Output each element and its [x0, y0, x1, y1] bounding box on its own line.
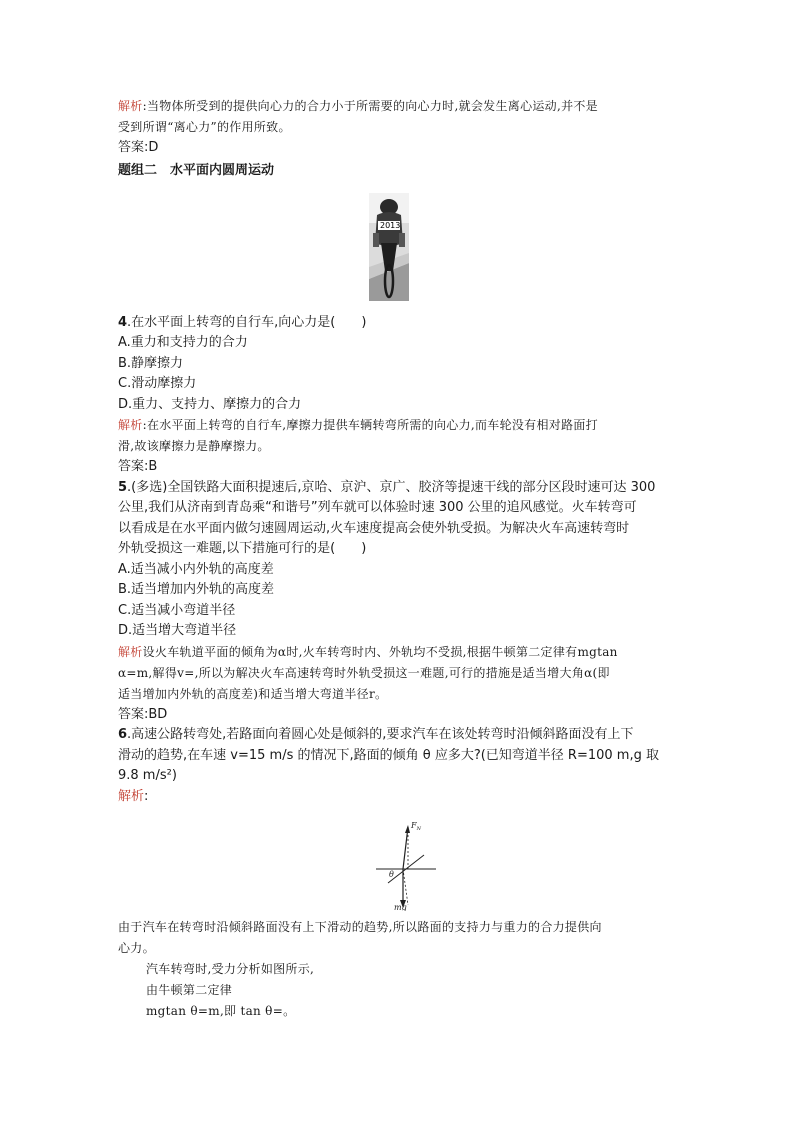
q5-stem-line-2: 公里,我们从济南到青岛乘“和谐号”列车就可以体验时速 300 公里的追风感觉。火车转弯可 — [118, 500, 637, 515]
force-diagram — [374, 819, 438, 911]
intro-explanation-line-1: 解析:当物体所受到的提供向心力的合力小于所需要的向心力时,就会发生离心运动,并不是 — [118, 99, 598, 113]
q6-number: 6 — [118, 727, 128, 742]
q4-stem: 4.在水平面上转弯的自行车,向心力是( ) — [118, 314, 367, 330]
fn-label: $F_N$ — [411, 821, 421, 832]
mg-label: mg — [394, 903, 407, 911]
q5-option-d: D.适当增大弯道半径 — [118, 623, 237, 638]
q6-explanation-label-line: 解析: — [118, 788, 149, 804]
q5-stem-line-4: 外轨受损这一难题,以下措施可行的是( ) — [118, 541, 367, 556]
q5-explanation-line-2: α=m,解得v=,所以为解决火车高速转弯时外轨受损这一难题,可行的措施是适当增大角α(即 — [118, 665, 610, 680]
q5-option-b: B.适当增加内外轨的高度差 — [118, 582, 275, 597]
q4-option-a: A.重力和支持力的合力 — [118, 335, 248, 350]
q5-explanation-line-3: 适当增加内外轨的高度差)和适当增大弯道半径r。 — [118, 686, 388, 701]
resultant-dashed — [403, 869, 408, 905]
q6-body-line-5: mgtan θ=m,即 tan θ=。 — [146, 1004, 296, 1018]
q6-body-line-2: 心力。 — [118, 941, 155, 955]
intro-explanation-line-2: 受到所谓“离心力”的作用所致。 — [118, 120, 291, 134]
q4-number: 4 — [118, 314, 128, 330]
normal-force-arrow — [403, 827, 408, 869]
explanation-label: 解析 — [118, 418, 143, 432]
q4-answer: 答案:B — [118, 459, 158, 474]
explanation-label: 解析 — [118, 99, 143, 113]
normal-force-arrowhead — [405, 825, 410, 833]
group-heading: 题组二 水平面内圆周运动 — [118, 162, 275, 178]
q6-body-line-4: 由牛顿第二定律 — [146, 983, 233, 997]
svg-text:2013: 2013 — [380, 220, 401, 230]
q4-option-b: B.静摩擦力 — [118, 355, 184, 371]
explanation-label: 解析 — [118, 644, 143, 659]
intro-answer: 答案:D — [118, 140, 159, 155]
q6-stem-line-2: 滑动的趋势,在车速 v=15 m/s 的情况下,路面的倾角 θ 应多大?(已知弯道半径 R=100 m,g 取 — [118, 747, 659, 763]
q4-option-c: C.滑动摩擦力 — [118, 376, 197, 391]
explanation-label: 解析 — [118, 788, 145, 804]
q6-body-line-3: 汽车转弯时,受力分析如图所示, — [146, 962, 315, 976]
q6-stem-line-1: 6.高速公路转弯处,若路面向着圆心处是倾斜的,要求汽车在该处转弯时沿倾斜路面没有上下 — [118, 727, 634, 742]
q4-option-d: D.重力、支持力、摩擦力的合力 — [118, 396, 302, 412]
q6-stem-line-3: 9.8 m/s²) — [118, 768, 177, 783]
q5-number: 5 — [118, 479, 128, 495]
q4-explanation-line-2: 滑,故该摩擦力是静摩擦力。 — [118, 439, 270, 453]
theta-label: θ — [389, 870, 394, 879]
q5-option-a: A.适当减小内外轨的高度差 — [118, 561, 274, 577]
q5-option-c: C.适当减小弯道半径 — [118, 602, 236, 618]
q5-explanation-line-1: 解析设火车轨道平面的倾角为α时,火车转弯时内、外轨均不受损,根据牛顿第二定律有mgtan — [118, 644, 618, 659]
document-page — [118, 96, 678, 1022]
q6-body-line-1: 由于汽车在转弯时沿倾斜路面没有上下滑动的趋势,所以路面的支持力与重力的合力提供向 — [118, 920, 602, 934]
q5-stem-line-3: 以看成是在水平面内做匀速圆周运动,火车速度提高会使外轨受损。为解决火车高速转弯时 — [118, 520, 630, 536]
q5-stem-line-1: 5.(多选)全国铁路大面积提速后,京哈、京沪、京广、胶济等提速干线的部分区段时速可达 300 — [118, 479, 656, 495]
q4-explanation-line-1: 解析:在水平面上转弯的自行车,摩擦力提供车辆转弯所需的向心力,而车轮没有相对路面打 — [118, 418, 598, 432]
cyclist-photo — [369, 193, 409, 301]
q5-answer: 答案:BD — [118, 706, 168, 722]
